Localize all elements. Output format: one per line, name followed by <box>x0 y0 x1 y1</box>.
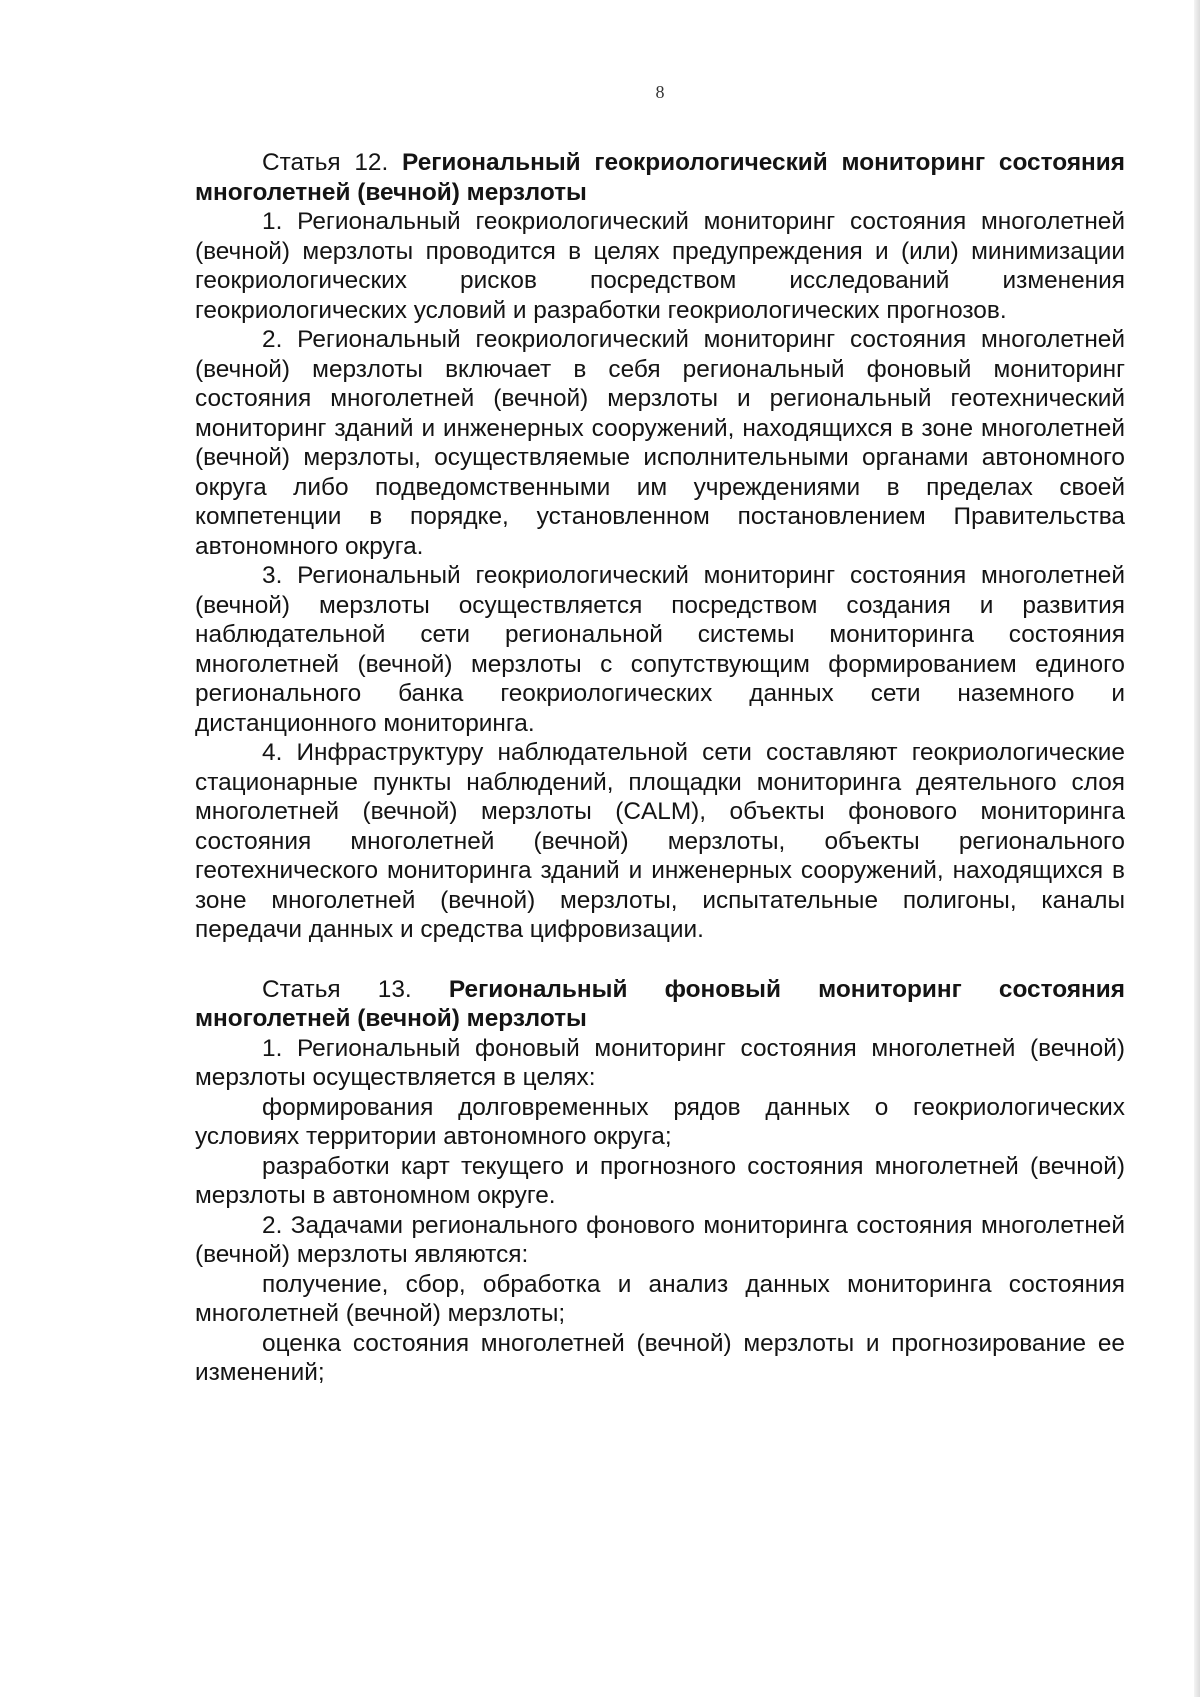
article-separator <box>195 945 1125 975</box>
article-title: Региональный геокриологический мониторинг состояния многолетней (вечной) мерзлоты <box>195 149 1126 206</box>
article-13-paragraph-2: формирования долговременных рядов данных о геокриологических условиях территории автономного округа; <box>195 1093 1125 1150</box>
article-13-paragraph-4: 2. Задачами регионального фонового мониторинга состояния многолетней (вечной) мерзлоты являются: <box>195 1211 1125 1268</box>
page-edge-shadow <box>1194 0 1200 1697</box>
article-12-heading <box>195 148 1125 207</box>
article-12-paragraph-2: 2. Региональный геокриологический мониторинг состояния многолетней (вечной) мерзлоты включает в себя региональный фоновый мониторинг состояния многолетней (вечной) мерзлоты и региональный геотехнический мониторинг зданий и инженерных сооружений, находящихся в зоне многолетней (вечной) мерзлоты, осуществляемые исполнительными органами автономного округа либо подведомственными им учреждениями в пределах своей компетенции в порядке, установленном постановлением Правительства автономного округа. <box>195 326 1125 560</box>
article-13-paragraph-3: разработки карт текущего и прогнозного состояния многолетней (вечной) мерзлоты в автономном округе. <box>195 1152 1125 1209</box>
article-title: Региональный фоновый мониторинг состояния многолетней (вечной) мерзлоты <box>195 975 1126 1032</box>
article-13-paragraph-6: оценка состояния многолетней (вечной) мерзлоты и прогнозирование ее изменений; <box>195 1329 1125 1386</box>
document-body <box>195 148 1125 1388</box>
article-13-heading <box>195 975 1125 1034</box>
article-13-paragraph-1: 1. Региональный фоновый мониторинг состояния многолетней (вечной) мерзлоты осуществляется в целях: <box>195 1034 1125 1091</box>
article-12-paragraph-4: 4. Инфраструктуру наблюдательной сети составляют геокриологические стационарные пункты наблюдений, площадки мониторинга деятельного слоя многолетней (вечной) мерзлоты (CALM), объекты фонового мониторинга состояния многолетней (вечной) мерзлоты, объекты регионального геотехнического мониторинга зданий и инженерных сооружений, находящихся в зоне многолетней (вечной) мерзлоты, испытательные полигоны, каналы передачи данных и средства цифровизации. <box>195 739 1125 943</box>
article-12-paragraph-3: 3. Региональный геокриологический мониторинг состояния многолетней (вечной) мерзлоты осуществляется посредством создания и развития наблюдательной сети региональной системы мониторинга состояния многолетней (вечной) мерзлоты с сопутствующим формированием единого регионального банка геокриологических данных сети наземного и дистанционного мониторинга. <box>195 562 1125 737</box>
article-13-paragraph-5: получение, сбор, обработка и анализ данных мониторинга состояния многолетней (вечной) мерзлоты; <box>195 1270 1125 1327</box>
article-label: Статья 13. <box>262 975 412 1003</box>
article-12-paragraph-1: 1. Региональный геокриологический мониторинг состояния многолетней (вечной) мерзлоты проводится в целях предупреждения и (или) минимизации геокриологических рисков посредством исследований изменения геокриологических условий и разработки геокриологических прогнозов. <box>195 208 1125 324</box>
article-label: Статья 12. <box>262 149 389 176</box>
page-number: 8 <box>655 82 665 102</box>
